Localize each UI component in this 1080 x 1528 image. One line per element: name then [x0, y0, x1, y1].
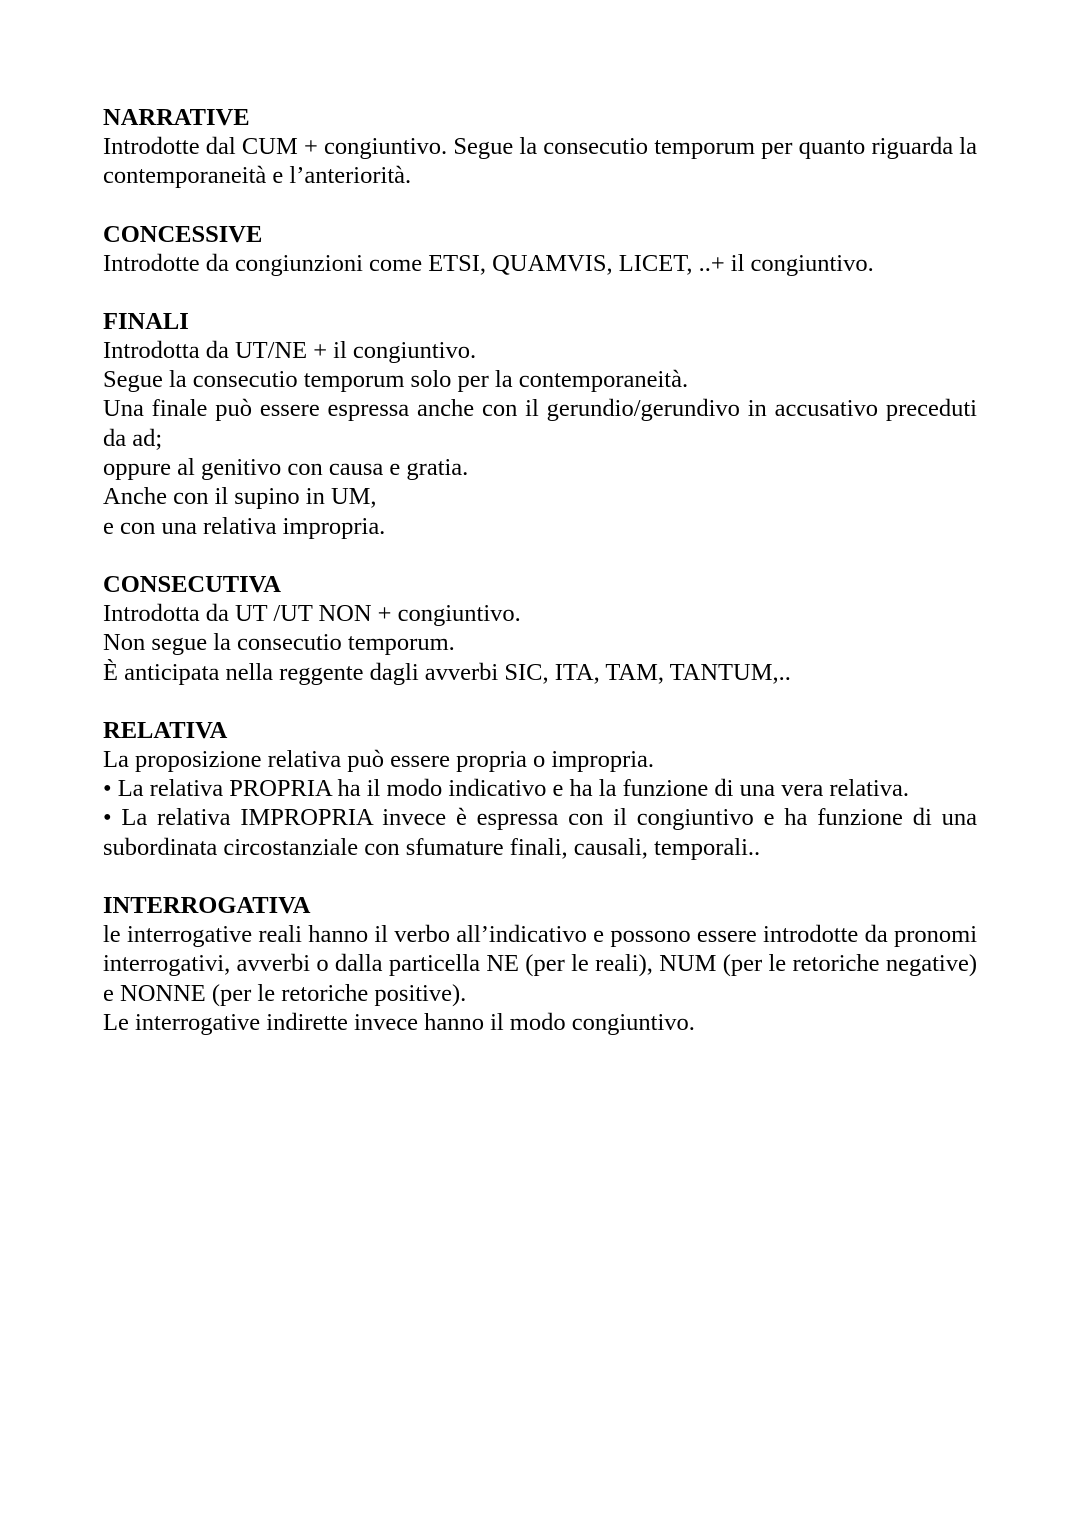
section-heading: NARRATIVE [103, 104, 250, 131]
section-paragraph: le interrogative reali hanno il verbo all’indicativo e possono essere introdotte da pronomi interrogativi, avverbi o dalla particella NE (per le reali), NUM (per le retoriche negative) e NONNE (per le retoriche positive). [103, 921, 977, 1007]
bullet-paragraph: • La relativa IMPROPRIA invece è espressa con il congiuntivo e ha funzione di una subordinata circostanziale con sfumature finali, causali, temporali.. [103, 804, 977, 861]
section-heading: CONCESSIVE [103, 220, 263, 248]
section-paragraph: e con una relativa impropria. [103, 512, 386, 540]
section-paragraph: Non segue la consecutio temporum. [103, 629, 455, 657]
section-heading: RELATIVA [103, 716, 228, 744]
section-paragraph: Segue la consecutio temporum solo per la contemporaneità. [103, 366, 689, 394]
section-relativa [103, 716, 977, 862]
section-finali [103, 307, 977, 541]
section-interrogativa [103, 891, 977, 1037]
section-heading: FINALI [103, 307, 189, 335]
section-heading: CONSECUTIVA [103, 570, 281, 598]
section-narrative [103, 103, 977, 191]
section-paragraph: Introdotte dal CUM + congiuntivo. Segue la consecutio temporum per quanto riguarda la contemporaneità e l’anteriorità. [103, 133, 977, 190]
section-paragraph: Una finale può essere espressa anche con il gerundio/gerundivo in accusativo preceduti da ad; [103, 395, 977, 452]
section-concessive [103, 220, 977, 278]
section-heading: INTERROGATIVA [103, 892, 311, 920]
document-page [103, 103, 977, 1066]
section-consecutiva [103, 570, 977, 687]
section-paragraph: La proposizione relativa può essere propria o impropria. [103, 745, 655, 773]
section-paragraph: Introdotta da UT /UT NON + congiuntivo. [103, 599, 521, 627]
section-paragraph: Le interrogative indirette invece hanno il modo congiuntivo. [103, 1008, 695, 1036]
bullet-paragraph: • La relativa PROPRIA ha il modo indicativo e ha la funzione di una vera relativa. [103, 775, 909, 803]
section-paragraph: Introdotta da UT/NE + il congiuntivo. [103, 336, 477, 364]
section-paragraph: È anticipata nella reggente dagli avverbi SIC, ITA, TAM, TANTUM,.. [103, 658, 791, 686]
section-paragraph: Introdotte da congiunzioni come ETSI, QUAMVIS, LICET, ..+ il congiuntivo. [103, 249, 874, 277]
section-paragraph: Anche con il supino in UM, [103, 483, 377, 511]
section-paragraph: oppure al genitivo con causa e gratia. [103, 454, 469, 482]
